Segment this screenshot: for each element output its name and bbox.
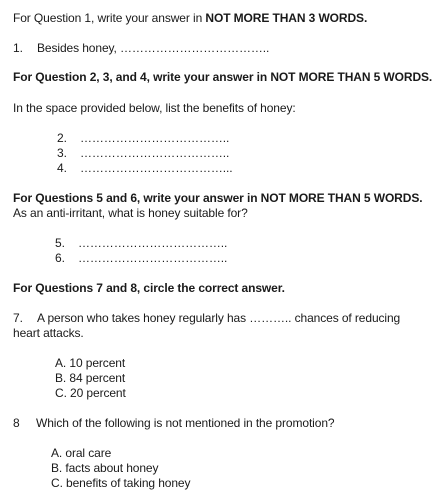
q234-instruction: For Question 2, 3, and 4, write your answer in NOT MORE THAN 5 WORDS.: [13, 70, 433, 84]
question-8-text: Which of the following is not mentioned in the promotion?: [36, 416, 335, 430]
q1-instruction-prefix: For Question 1, write your answer in: [13, 11, 206, 25]
question-7-number: 7.: [13, 311, 23, 325]
q1-instruction-limit: NOT MORE THAN 3 WORDS.: [205, 11, 368, 25]
question-1-number: 1.: [13, 41, 23, 55]
q1-instruction: [13, 11, 367, 26]
question-5-blank: ………………………………..: [78, 236, 228, 250]
question-8-option-b[interactable]: B. facts about honey: [51, 461, 159, 475]
question-4-number: 4.: [57, 161, 67, 175]
question-6-number: 6.: [55, 251, 65, 265]
question-6-blank: ………………………………..: [78, 251, 228, 265]
q56-instruction: For Questions 5 and 6, write your answer in NOT MORE THAN 5 WORDS.: [13, 191, 423, 205]
question-7-option-a[interactable]: A. 10 percent: [55, 356, 126, 370]
question-1-text: Besides honey, ………………………………..: [37, 41, 270, 55]
question-7-option-c[interactable]: C. 20 percent: [55, 386, 126, 400]
question-2-number: 2.: [57, 131, 67, 145]
question-7-option-b[interactable]: B. 84 percent: [55, 371, 126, 385]
question-8-number: 8: [13, 416, 20, 430]
question-8-option-a[interactable]: A. oral care: [51, 446, 112, 460]
q234-prompt: In the space provided below, list the benefits of honey:: [13, 101, 296, 115]
q56-prompt: As an anti-irritant, what is honey suitable for?: [13, 206, 248, 220]
question-8-option-c[interactable]: C. benefits of taking honey: [51, 476, 191, 490]
question-3-blank: ………………………………..: [80, 146, 230, 160]
question-3-number: 3.: [57, 146, 67, 160]
question-1: [13, 41, 23, 56]
question-2-blank: ………………………………..: [80, 131, 230, 145]
q78-instruction: For Questions 7 and 8, circle the correct answer.: [13, 281, 285, 295]
question-5-number: 5.: [55, 236, 65, 250]
question-4-blank: ………………………………...: [80, 161, 233, 175]
question-7-text-line2: heart attacks.: [13, 326, 84, 340]
question-7-text-line1: A person who takes honey regularly has ……….. chances of reducing: [37, 311, 401, 325]
